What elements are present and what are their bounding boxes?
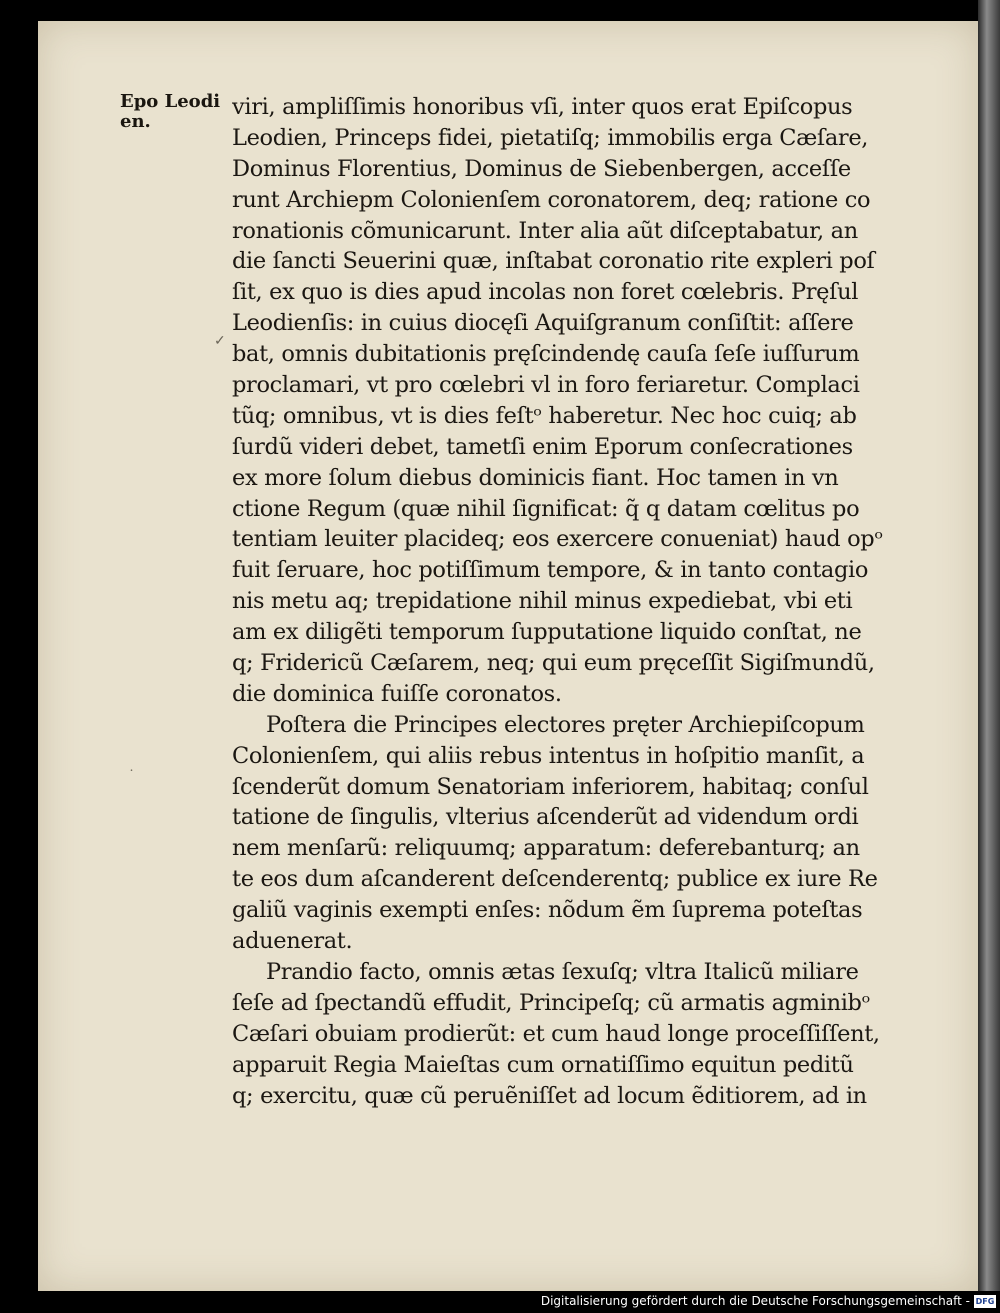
text-line: die ſancti Seuerini quæ, inſtabat coronatio rite expleri poſ [232,248,875,275]
text-line: galiũ vaginis exempti enſes: nõdum ẽm ſuprema poteſtas [232,897,863,924]
text-line: ſit, ex quo is dies apud incolas non foret cœlebris. Pręſul [232,279,859,306]
text-line: proclamari, vt pro cœlebri vl in foro feriaretur. Complaci [232,372,860,399]
text-line: Leodien, Princeps fidei, pietatiſq; immobilis erga Cæſare, [232,124,869,151]
text-line: Colonienſem, qui aliis rebus intentus in hoſpitio manſit, a [232,742,865,769]
margin-mark: ˙ [128,768,135,784]
text-line: ſcenderũt domum Senatoriam inferiorem, habitaq; conſul [232,773,869,800]
text-line: nis metu aq; trepidatione nihil minus expediebat, vbi eti [232,588,853,615]
text-line: die dominica fuiſſe coronatos. [232,680,562,707]
text-line: bat, omnis dubitationis pręſcindendę cauſa ſeſe iuſſurum [232,341,860,368]
text-line: ſurdũ videri debet, tametſi enim Eporum conſecrationes [232,433,853,460]
margin-tick: ✓ [214,333,226,349]
text-line: ſeſe ad ſpectandũ effudit, Principeſq; cũ armatis agminibᵒ [232,989,870,1016]
text-line: Dominus Florentius, Dominus de Siebenbergen, acceſſe [232,155,851,182]
text-line: Leodienſis: in cuius diocęſi Aquiſgranum conſiſtit: aſſere [232,310,854,337]
text-line: runt Archiepm Colonienſem coronatorem, deq; ratione co [232,186,871,213]
text-line: nem menſarũ: reliquumq; apparatum: deferebanturq; an [232,835,860,862]
marginal-note: Epo Leodi en. [120,91,221,132]
text-line: q; exercitu, quæ cũ peruẽniſſet ad locum ẽditiorem, ad in [232,1082,867,1109]
dfg-logo: DFG [975,1297,995,1306]
text-line: q; Fridericũ Cæſarem, neq; qui eum pręceſſit Sigiſmundũ, [232,650,875,677]
digitization-footer [0,1291,1000,1313]
text-line: Cæſari obuiam prodierũt: et cum haud longe proceſſiſſent, [232,1020,880,1047]
text-line: apparuit Regia Maieſtas cum ornatiſſimo equitun peditũ [232,1051,854,1078]
text-line: tentiam leuiter placideq; eos exercere conueniat) haud opᵒ [232,526,883,553]
text-line: ex more ſolum diebus dominicis fiant. Hoc tamen in vn [232,464,839,491]
text-line: viri, ampliſſimis honoribus vſi, inter quos erat Epiſcopus [232,94,853,120]
text-line: aduenerat. [232,928,353,955]
text-line: ctione Regum (quæ nihil ſignificat: q̃ q datam cœlitus po [232,495,860,522]
text-line: am ex diligẽti temporum ſupputatione liquido conſtat, ne [232,619,862,646]
funding-credit: Digitalisierung gefördert durch die Deutsche Forschungsgemeinschaft - [540,1294,970,1308]
text-line: tũq; omnibus, vt is dies feſtᵒ haberetur. Nec hoc cuiq; ab [232,402,857,429]
text-line: te eos dum aſcanderent deſcenderentq; publice ex iure Re [232,866,878,893]
text-line-paragraph-start: Poſtera die Principes electores pręter Archiepiſcopum [266,711,865,738]
page-text-block [232,92,932,1111]
text-line: fuit ſeruare, hoc potiſſimum tempore, & in tanto contagio [232,557,869,584]
text-line: tatione de ſingulis, vlterius aſcenderũt ad videndum ordi [232,804,859,831]
text-line: ronationis cõmunicarunt. Inter alia aũt diſceptabatur, an [232,217,858,244]
text-line-paragraph-start: Prandio facto, omnis ætas ſexuſq; vltra Italicũ miliare [266,958,859,985]
book-spine-edge [978,0,1000,1300]
